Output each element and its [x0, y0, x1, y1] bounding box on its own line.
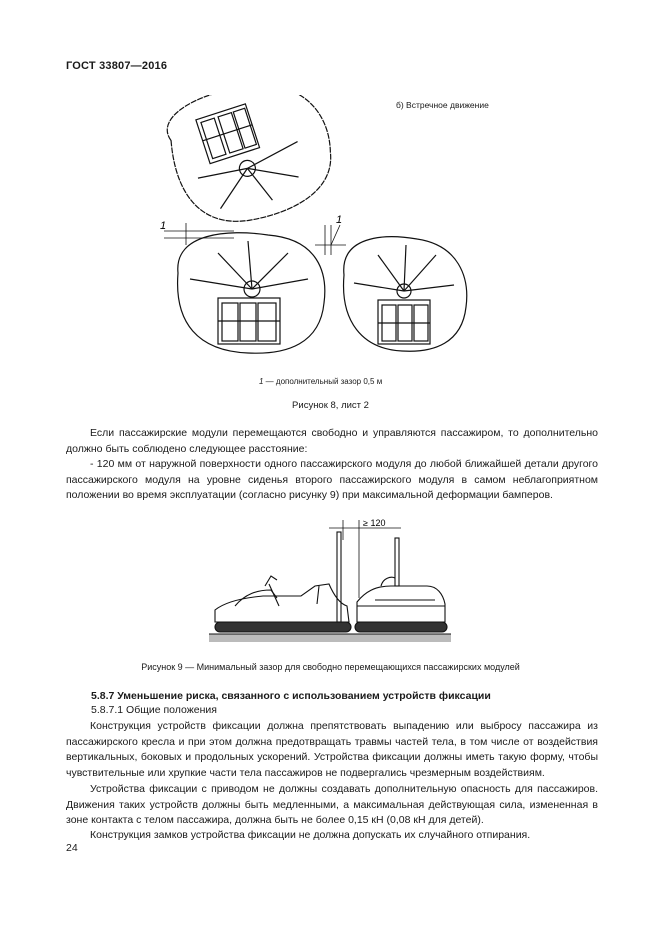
legend-number: 1	[259, 377, 264, 386]
figure-8-legend	[259, 377, 382, 386]
left-car-body	[215, 584, 349, 622]
section-paragraph-3: Конструкция замков устройства фиксации не должна допускать их случайного отпирания.	[90, 829, 531, 841]
section-heading: 5.8.7 Уменьшение риска, связанного с использованием устройств фиксации	[91, 690, 491, 702]
left-car-bumper	[215, 622, 351, 632]
legend-text: — дополнительный зазор 0,5 м	[263, 377, 383, 386]
section-paragraph-2: Устройства фиксации с приводом не должны создавать дополнительную опасность для пассажиров. Движения таких устройств должны быть медленными, а максимальная действующая сила, измененная в зоне контакта с телом пассажира, должна быть не более 0,15 кН (0,08 кН для детей).	[66, 783, 598, 827]
figure-9-drawing	[205, 518, 455, 648]
callout-1-left: 1	[160, 220, 167, 232]
figure-8-subcaption: б) Встречное движение	[396, 100, 489, 110]
page-number: 24	[66, 842, 78, 854]
car-bottom-left-outline	[178, 233, 325, 353]
section-paragraph-1: Конструкция устройств фиксации должна препятствовать выпадению или выбросу пассажира из пассажирского кресла и при этом должна предотвращать травмы частей тела, в том числе от воздействия вертикальных, боковых и продольных ускорений. Устройства фиксации должны иметь такую форму, чтобы чувствительные или хрупкие части тела пассажиров не подвергались чрезмерным воздействиям.	[66, 720, 598, 779]
subsection-heading: 5.8.7.1 Общие положения	[91, 704, 217, 716]
figure-9-caption: Рисунок 9 — Минимальный зазор для свободно перемещающихся пассажирских модулей	[141, 662, 520, 672]
right-car-pole	[395, 538, 399, 586]
car-top-outline	[157, 95, 346, 239]
figure-8-drawing	[150, 95, 480, 365]
figure-8-caption: Рисунок 8, лист 2	[292, 400, 369, 411]
paragraph-1: Если пассажирские модули перемещаются свободно и управляются пассажиром, то дополнительно должно быть соблюдено следующее расстояние:	[66, 427, 598, 455]
right-car-body	[357, 586, 445, 622]
car-bottom-right-outline	[344, 237, 467, 352]
callout-1-right: 1	[336, 214, 343, 226]
ground-hatch	[209, 634, 451, 642]
document-header: ГОСТ 33807—2016	[66, 60, 168, 72]
right-car-bumper	[355, 622, 447, 632]
paragraph-2: - 120 мм от наружной поверхности одного пассажирского модуля до любой ближайшей детали другого пассажирского модуля на уровне сиденья второго пассажирского модуля в самом неблагоприятном положении во время эксплуатации (согласно рисунку 9) при максимальной деформации бамперов.	[66, 458, 598, 502]
left-car-pole	[337, 532, 341, 622]
dimension-label: ≥ 120	[363, 518, 386, 528]
